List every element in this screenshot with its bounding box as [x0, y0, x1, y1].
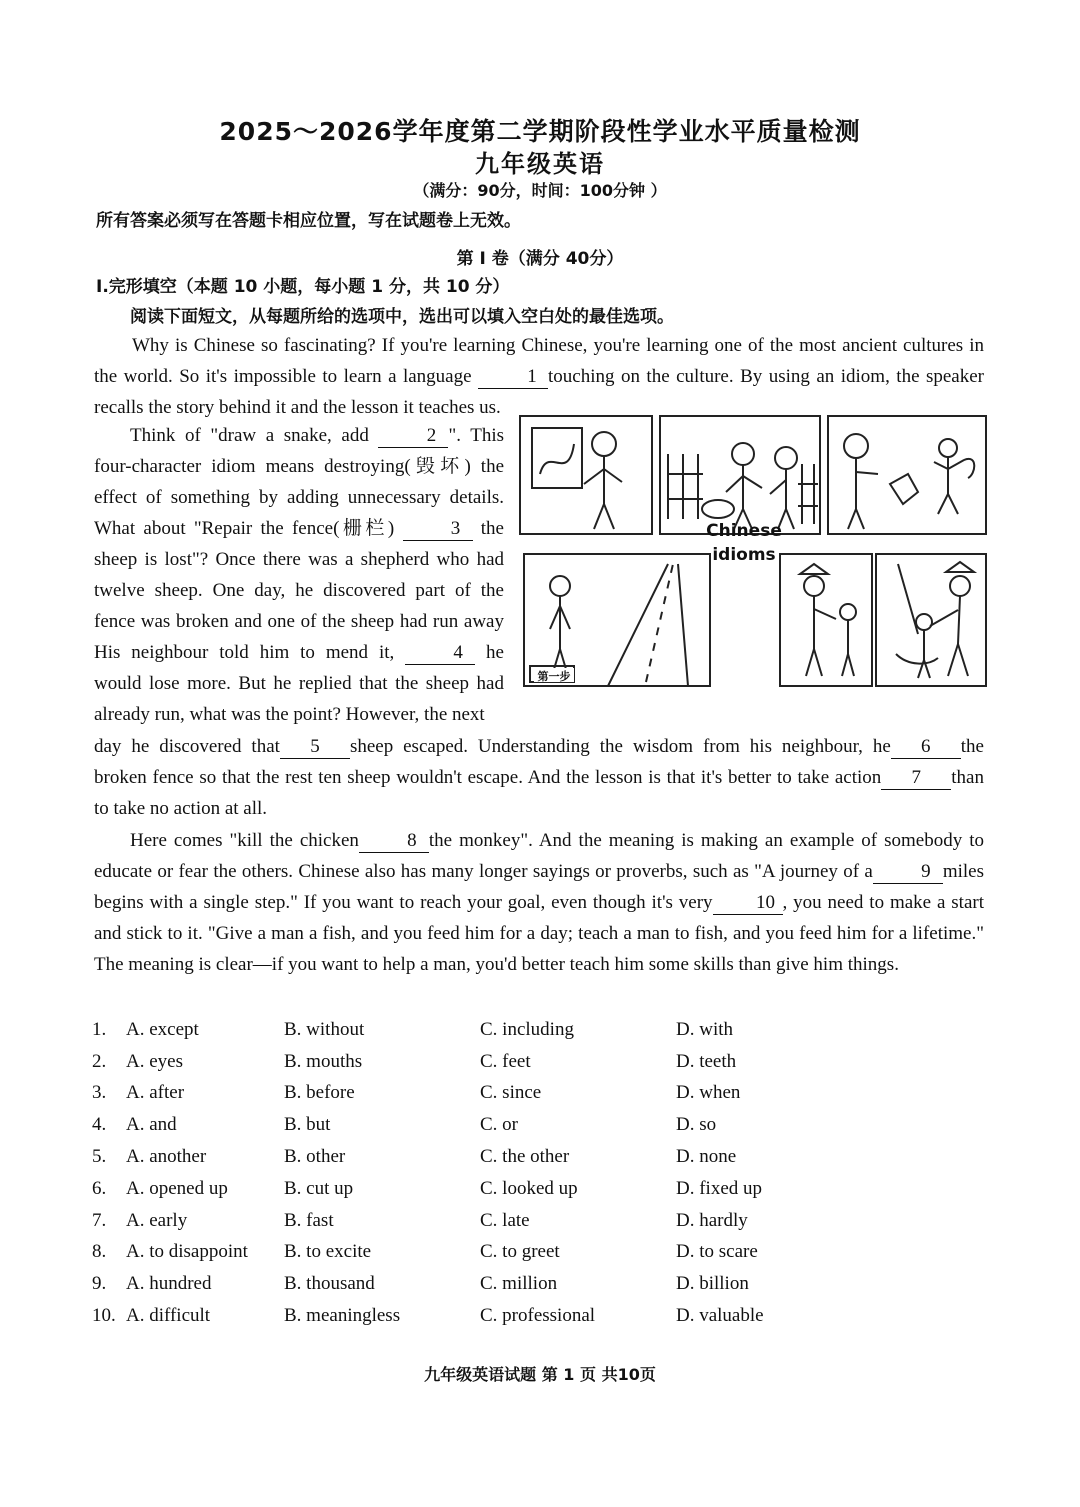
option-row: [92, 1237, 992, 1269]
blank-6: 6: [891, 736, 961, 759]
volume-heading: 第 I 卷（满分 40分）: [456, 249, 624, 269]
option-a: A. eyes: [126, 1050, 183, 1072]
page-footer: 九年级英语试题 第 1 页 共10页: [424, 1365, 656, 1384]
figure-caption-line2: idioms: [712, 545, 776, 565]
option-row: [92, 1205, 992, 1237]
chinese-idioms-illustration: [518, 414, 988, 694]
passage-text: ". This four-character idiom means destroying(毁坏) the effect of something by adding unnecessary details. What about "Repair the fence(栅栏): [94, 425, 504, 539]
passage-text: Think of "draw a snake, add: [130, 425, 379, 446]
option-b: B. mouths: [284, 1050, 363, 1072]
option-a: A. hundred: [126, 1273, 212, 1295]
passage-text: Here comes "kill the chicken: [130, 830, 359, 851]
option-a: A. difficult: [126, 1305, 211, 1327]
option-b: B. other: [284, 1146, 346, 1168]
option-b: B. without: [284, 1018, 365, 1040]
blank-7: 7: [881, 767, 951, 790]
option-row: [92, 1268, 992, 1300]
option-row: [92, 1300, 992, 1332]
option-c: C. late: [480, 1209, 530, 1231]
question-number: 8.: [92, 1241, 107, 1263]
passage-paragraph-3: [94, 825, 984, 980]
passage-paragraph-2: [94, 420, 504, 730]
option-c: C. looked up: [480, 1177, 578, 1199]
option-c: C. the other: [480, 1146, 570, 1168]
option-row: [92, 1046, 992, 1078]
option-row: [92, 1141, 992, 1173]
passage-paragraph-1: [94, 330, 984, 423]
option-b: B. meaningless: [284, 1305, 401, 1327]
option-c: C. or: [480, 1114, 518, 1136]
passage-text: Why is Chinese so fascinating? If you're learning Chinese, you're learning one of the most ancient cultures in the world. So it's impossible to learn a language: [94, 335, 984, 387]
option-d: D. fixed up: [676, 1177, 763, 1199]
option-row: [92, 1173, 992, 1205]
question-number: 5.: [92, 1146, 107, 1168]
idioms-cartoon-icon: [518, 414, 988, 694]
option-a: A. to disappoint: [126, 1241, 248, 1263]
option-d: D. so: [676, 1114, 717, 1136]
option-a: A. early: [126, 1209, 188, 1231]
option-row: [92, 1014, 992, 1046]
blank-10: 10: [713, 892, 783, 915]
option-c: C. feet: [480, 1050, 531, 1072]
question-number: 7.: [92, 1209, 107, 1231]
passage-text: miles begins with a single step." If you want to reach your goal, even though it's very: [94, 861, 984, 913]
section-instruction: 阅读下面短文，从每题所给的选项中，选出可以填入空白处的最佳选项。: [130, 307, 674, 327]
question-number: 9.: [92, 1273, 107, 1295]
option-b: B. fast: [284, 1209, 334, 1231]
exam-subject: 九年级英语: [475, 150, 605, 178]
passage-text: he would lose more. But he replied that the sheep had already run, what was the point? However, the next: [94, 642, 504, 725]
exam-title: 2025～2026学年度第二学期阶段性学业水平质量检测: [219, 117, 861, 146]
passage-text: than to take no action at all.: [94, 767, 984, 819]
option-d: D. with: [676, 1018, 733, 1040]
option-d: D. none: [676, 1146, 737, 1168]
option-c: C. including: [480, 1018, 574, 1040]
option-row: [92, 1109, 992, 1141]
option-a: A. except: [126, 1018, 199, 1040]
option-c: C. to greet: [480, 1241, 560, 1263]
option-b: B. before: [284, 1082, 355, 1104]
blank-3: 3: [403, 518, 473, 541]
question-number: 2.: [92, 1050, 107, 1072]
option-c: C. since: [480, 1082, 542, 1104]
option-a: A. opened up: [126, 1177, 228, 1199]
option-a: A. after: [126, 1082, 185, 1104]
option-d: D. hardly: [676, 1209, 748, 1231]
passage-paragraph-2-continued: [94, 731, 984, 824]
blank-9: 9: [873, 861, 943, 884]
score-time: （满分：90分，时间：100分钟 ）: [413, 181, 667, 200]
step-sign-label: 第一步: [537, 670, 571, 683]
option-b: B. thousand: [284, 1273, 375, 1295]
option-c: C. million: [480, 1273, 558, 1295]
question-number: 4.: [92, 1114, 107, 1136]
option-d: D. to scare: [676, 1241, 758, 1263]
option-d: D. when: [676, 1082, 741, 1104]
passage-text: , you need to make a start and stick to it. "Give a man a fish, and you feed him for a day; teach a man to fish, and you feed him for a lifetime." The meaning is clear—if you want to help a man, you'd better teach him some skills than give him things.: [94, 892, 984, 975]
option-b: B. cut up: [284, 1177, 354, 1199]
question-number: 6.: [92, 1177, 107, 1199]
option-a: A. and: [126, 1114, 177, 1136]
passage-text: the sheep is lost"? Once there was a shepherd who had twelve sheep. One day, he discovered part of the fence was broken and one of the sheep had run away His neighbour told him to mend it,: [94, 518, 504, 663]
question-number: 1.: [92, 1018, 107, 1040]
blank-2: 2: [378, 425, 448, 448]
passage-text: sheep escaped. Understanding the wisdom from his neighbour, he: [349, 736, 891, 757]
option-d: D. billion: [676, 1273, 749, 1295]
question-number: 10.: [92, 1305, 116, 1327]
figure-caption-line1: Chinese: [706, 521, 782, 541]
option-b: B. but: [284, 1114, 331, 1136]
passage-text: the monkey". And the meaning is making an example of somebody to educate or fear the others. Chinese also has many longer sayings or proverbs, such as "A journey of a: [94, 830, 984, 882]
passage-text: touching on the culture. By using an idiom, the speaker recalls the story behind it and the lesson it teaches us.: [94, 366, 984, 418]
option-a: A. another: [126, 1146, 207, 1168]
blank-8: 8: [359, 830, 429, 853]
passage-text: day he discovered that: [94, 736, 280, 757]
blank-1: 1: [478, 366, 548, 389]
answer-options: [92, 1014, 992, 1332]
option-d: D. teeth: [676, 1050, 737, 1072]
option-row: [92, 1078, 992, 1110]
option-d: D. valuable: [676, 1305, 764, 1327]
passage-text: the broken fence so that the rest ten sheep wouldn't escape. And the lesson is that it's better to take action: [94, 736, 984, 788]
blank-4: 4: [405, 642, 475, 665]
question-number: 3.: [92, 1082, 107, 1104]
option-b: B. to excite: [284, 1241, 372, 1263]
option-c: C. professional: [480, 1305, 596, 1327]
blank-5: 5: [280, 736, 350, 759]
answer-notice: 所有答案必须写在答题卡相应位置，写在试题卷上无效。: [96, 211, 521, 231]
section-title: Ⅰ.完形填空（本题 10 小题，每小题 1 分，共 10 分）: [96, 277, 510, 297]
